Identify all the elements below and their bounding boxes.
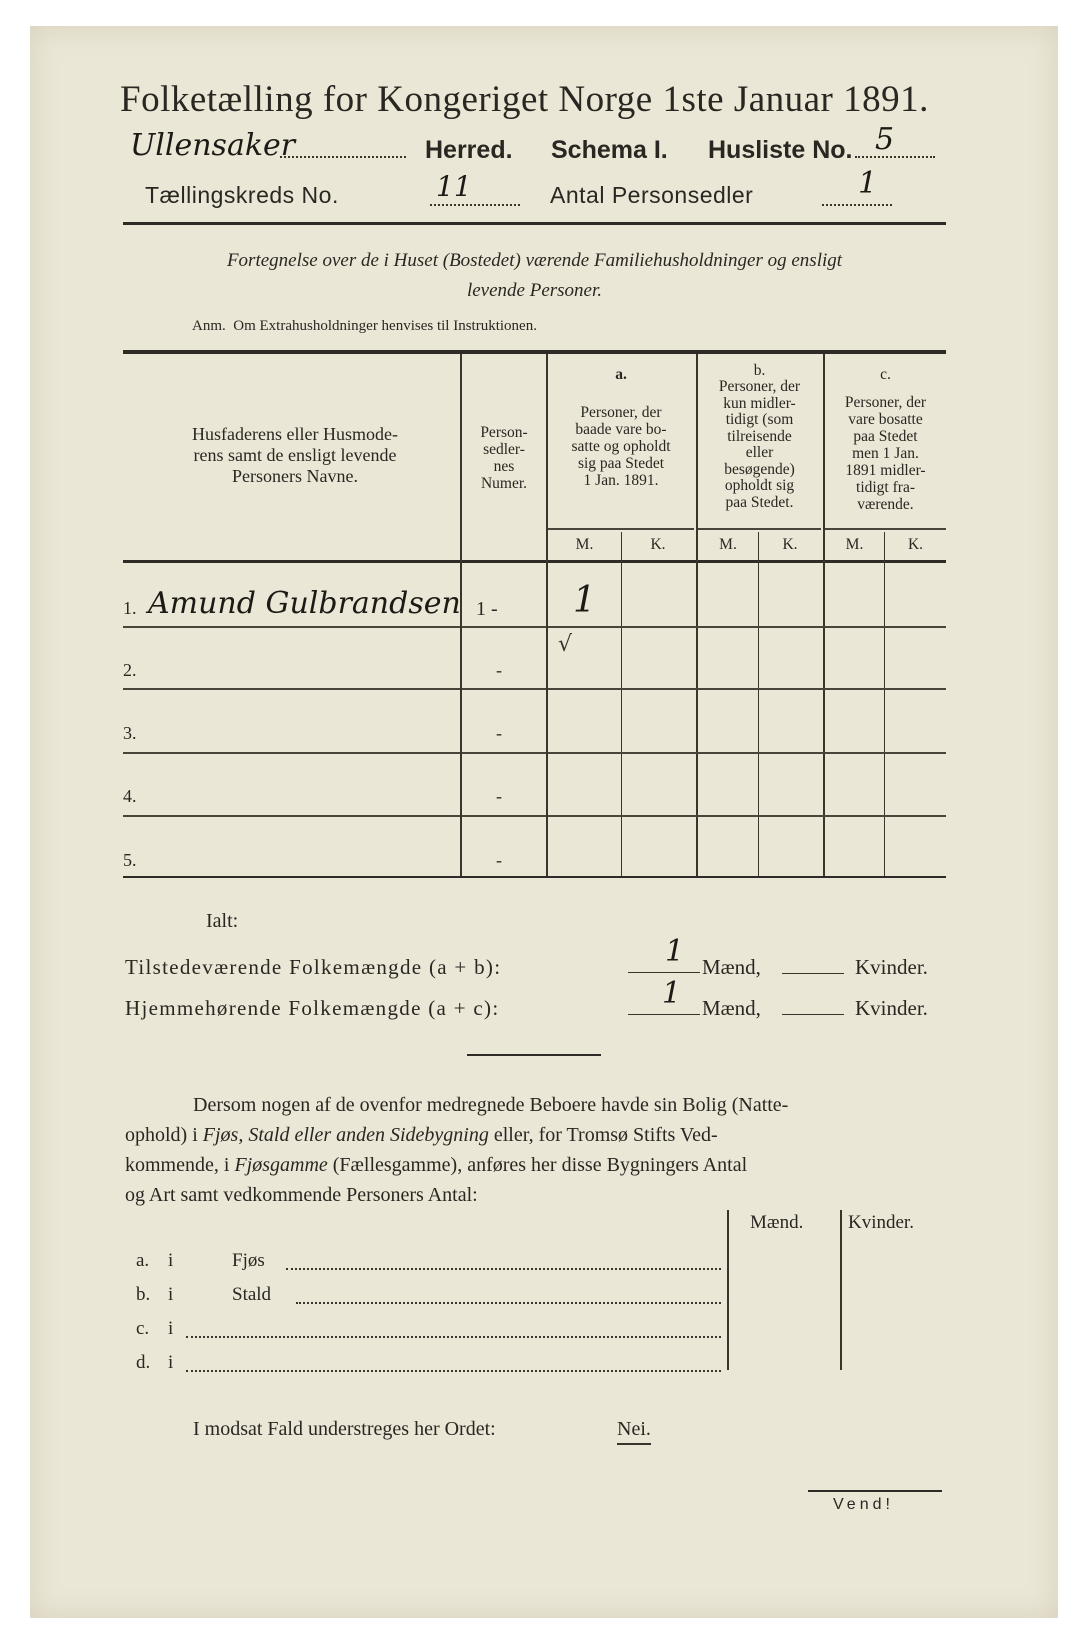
hjemme-k-line xyxy=(782,1014,844,1015)
col-c-letter: c. xyxy=(880,366,891,383)
building-row-d: d. i xyxy=(136,1352,721,1378)
tilstede-m-line xyxy=(628,964,700,973)
anm-note: Anm. Om Extrahusholdninger henvises til Instruktionen. xyxy=(192,318,537,334)
col-b-letter: b. xyxy=(753,362,766,379)
herred-label: Herred. xyxy=(425,136,513,164)
intro-line1: Fortegnelse over de i Huset (Bostedet) værende Familiehusholdninger og ensligt xyxy=(226,250,843,271)
col-name-header: Husfaderens eller Husmode- rens samt de ensligt levende Personers Navne. xyxy=(192,424,398,486)
table-bottom-rule xyxy=(123,876,946,878)
row-4-sedler: - xyxy=(496,786,502,806)
col-a-header: Personer, der baade vare bo- satte og opholdt sig paa Stedet 1 Jan. 1891. xyxy=(571,404,671,489)
row-1-check-mark: √ xyxy=(558,632,573,657)
row-2-sedler: - xyxy=(496,660,502,680)
personsedler-value: 1 xyxy=(858,166,878,201)
kreds-field xyxy=(430,172,520,206)
row-3-number: 3. xyxy=(123,723,137,743)
husliste-field xyxy=(855,122,935,160)
row-1-a-m: 1 xyxy=(573,580,596,621)
row-1-sedler: 1 - xyxy=(476,598,498,620)
col-c-m: M. xyxy=(845,536,864,553)
kreds-value: 11 xyxy=(436,170,472,203)
buildings-kvinder-header: Kvinder. xyxy=(848,1212,914,1233)
husliste-label: Husliste No. xyxy=(708,136,853,164)
col-a-k: K. xyxy=(650,536,666,553)
schema-label: Schema I. xyxy=(551,136,668,164)
tilstede-kvinder: Kvinder. xyxy=(855,955,928,979)
row-1-name: Amund Gulbrandsen xyxy=(148,586,461,621)
hjemme-m: 1 xyxy=(662,976,682,1011)
row-4-number: 4. xyxy=(123,786,137,806)
row-3-sedler: - xyxy=(496,723,502,743)
ialt-label: Ialt: xyxy=(206,910,239,932)
buildings-maend-header: Mænd. xyxy=(750,1212,804,1233)
col-b-m: M. xyxy=(719,536,737,553)
hjemme-label: Hjemmehørende Folkemængde (a + c): xyxy=(125,996,500,1020)
col-b-header: Personer, der kun midler- tidigt (som tilreisende eller besøgende) opholdt sig paa Stedet. xyxy=(718,378,801,511)
building-row-b: b. i Stald xyxy=(136,1284,721,1310)
row-1-number: 1. xyxy=(123,598,137,618)
col-c-header: Personer, der vare bosatte paa Stedet men 1 Jan. 1891 midler- tidigt fra- værende. xyxy=(844,394,927,513)
herred-value: Ullensaker xyxy=(130,128,296,163)
vend-text: Vend! xyxy=(833,1496,894,1513)
building-row-a: a. i Fjøs xyxy=(136,1250,721,1276)
hjemme-maend: Mænd, xyxy=(702,996,761,1020)
nei-word: Nei. xyxy=(617,1418,651,1445)
col-num-header: Person- sedler- nes Numer. xyxy=(480,424,528,492)
instruction-paragraph: Dersom nogen af de ovenfor medregnede Beboere havde sin Bolig (Natte- ophold) i Fjøs, Stald eller anden Sidebygning eller, for Tromsø Stifts Ved- kommende, i Fjøsgamme (Fællesgamme), anføres her disse Bygningers Antal og Art samt vedkommende Personers Antal: xyxy=(125,1094,789,1206)
header-rule xyxy=(123,222,946,225)
modsat-text: I modsat Fald understreges her Ordet: xyxy=(193,1418,496,1440)
form-title: Folketælling for Kongeriget Norge 1ste Januar 1891. xyxy=(120,79,929,120)
row-2-number: 2. xyxy=(123,660,137,680)
hjemme-kvinder: Kvinder. xyxy=(855,996,928,1020)
col-a-letter: a. xyxy=(615,366,627,383)
col-c-k: K. xyxy=(907,536,924,553)
vend-rule xyxy=(808,1490,942,1492)
building-row-c: c. i xyxy=(136,1318,721,1344)
row-5-sedler: - xyxy=(496,850,502,870)
herred-field xyxy=(130,128,410,164)
section-divider xyxy=(467,1054,601,1056)
tilstede-label: Tilstedeværende Folkemængde (a + b): xyxy=(125,955,502,979)
tilstede-m: 1 xyxy=(665,934,685,969)
personsedler-label: Antal Personsedler xyxy=(550,182,754,208)
husliste-value: 5 xyxy=(875,122,895,157)
kreds-label: Tællingskreds No. xyxy=(145,182,339,208)
personsedler-field xyxy=(822,166,892,206)
col-b-k: K. xyxy=(782,536,798,553)
tilstede-maend: Mænd, xyxy=(702,955,761,979)
row-5-number: 5. xyxy=(123,850,137,870)
tilstede-k-line xyxy=(782,973,844,974)
intro-line2: levende Personer. xyxy=(466,280,603,301)
col-a-m: M. xyxy=(575,536,594,553)
